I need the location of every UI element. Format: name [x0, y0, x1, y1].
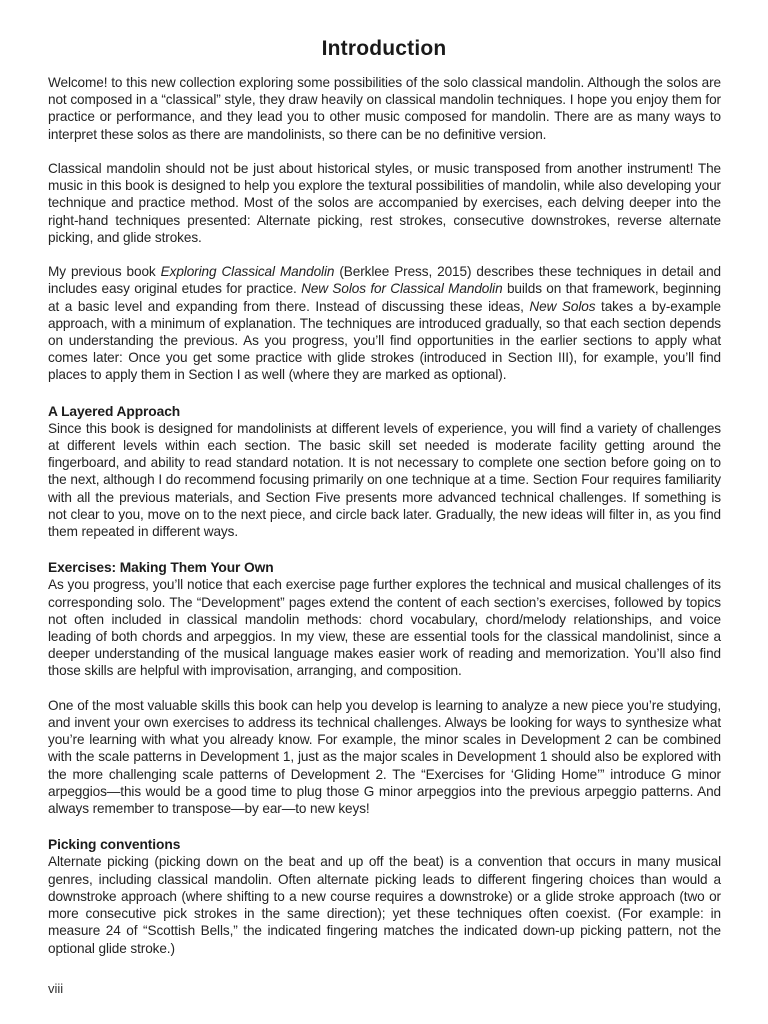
text-run: (Berklee Press, 2015) describes these techniques in detail and includes easy original etudes for practice. — [48, 264, 721, 297]
text-run: builds on that framework, beginning at a basic level and expanding from there. Instead of discussing these ideas, — [48, 281, 721, 314]
text-run: Since this book is designed for mandolinists at different levels of experience, you will find a variety of challenges at different levels within each section. The basic skill set needed is moderate facility getting around the fingerboard, and ability to read standard notation. It is not necessary to complete one section before going on to the next, although I do recommend focusing primarily on one technique at a time. Section Four requires familiarity with all the previous materials, and Section Five presents more advanced technical challenges. If something is not clear to you, move on to the next piece, and circle back later. Gradually, the new ideas will filter in, as you find them repeated in different ways. — [48, 420, 721, 540]
italic-text-run: Exploring Classical Mandolin — [160, 264, 335, 280]
section-heading: Picking conventions — [48, 837, 181, 853]
paragraph — [48, 420, 721, 540]
paragraph — [48, 160, 721, 246]
paragraph — [48, 853, 721, 956]
text-run: Welcome! to this new collection exploring some possibilities of the solo classical mandolin. Although the solos are not composed in a “classical” style, they draw heavily on classical mandolin techniques. I hope you enjoy them for practice or performance, and they lead you to other music composed for mandolin. There are as many ways to interpret these solos as there are mandolinists, so there can be no definitive version. — [48, 75, 721, 142]
document-body — [48, 74, 721, 957]
paragraph — [48, 263, 721, 383]
section-heading: Exercises: Making Them Your Own — [48, 560, 274, 576]
text-run: Classical mandolin should not be just about historical styles, or music transposed from another instrument! The music in this book is designed to help you explore the textural possibilities of mandolin, while also developing your technique and practice method. Most of the solos are accompanied by exercises, each delving deeper into the right-hand techniques presented: Alternate picking, rest strokes, consecutive downstrokes, reverse alternate picking, and glide strokes. — [48, 161, 721, 245]
text-run: takes a by-example approach, with a minimum of explanation. The techniques are introduced gradually, so that each section depends on understanding the previous. As you progress, you’ll find opportunities in the earlier sections to apply what comes later: Once you get some practice with glide strokes (introduced in Section III), for example, you’ll find places to apply them in Section I as well (where they are marked as optional). — [48, 298, 721, 383]
text-run: My previous book — [48, 264, 161, 280]
section-heading: A Layered Approach — [48, 403, 181, 419]
page-number: viii — [48, 981, 64, 996]
text-run: One of the most valuable skills this book can help you develop is learning to analyze a new piece you’re studying, and invent your own exercises to address its technical challenges. Always be looking for ways to synthesize what you’re learning with what you already know. For example, the minor scales in Development 2 can be combined with the scale patterns in Development 1, just as the major scales in Development 1 should also be explored with the more challenging scale patterns of Development 2. The “Exercises for ‘Gliding Home’” introduce G minor arpeggios—this would be a good time to plug those G minor arpeggios into the previous arpeggio patterns. And always remember to transpose—by ear—to new keys! — [48, 697, 721, 817]
paragraph — [48, 576, 721, 679]
paragraph — [48, 697, 721, 817]
text-run: As you progress, you’ll notice that each exercise page further explores the technical and musical challenges of its corresponding solo. The “Development” pages extend the content of each section’s exercises, followed by topics not often included in classical mandolin methods: chord vocabulary, chord/melody relationships, and voice leading of both chords and arpeggios. In my view, these are essential tools for the classical mandolinist, since a deeper understanding of the musical language makes easier work of reading and memorization. You’ll also find those skills are helpful with improvisation, arranging, and composition. — [48, 577, 721, 679]
paragraph — [48, 74, 721, 143]
page-title: Introduction — [321, 37, 447, 60]
text-run: Alternate picking (picking down on the beat and up off the beat) is a convention that occurs in many musical genres, including classical mandolin. Often alternate picking leads to different fingering choices than would a downstroke approach (where shifting to a new course requires a downstroke) or a glide stroke approach (two or more consecutive pick strokes in the same direction); yet these techniques often coexist. (For example: in measure 24 of “Scottish Bells,” the indicated fingering matches the indicated down-up picking pattern, not the optional glide stroke.) — [48, 854, 721, 956]
italic-text-run: New Solos — [529, 298, 596, 314]
italic-text-run: New Solos for Classical Mandolin — [301, 281, 503, 297]
